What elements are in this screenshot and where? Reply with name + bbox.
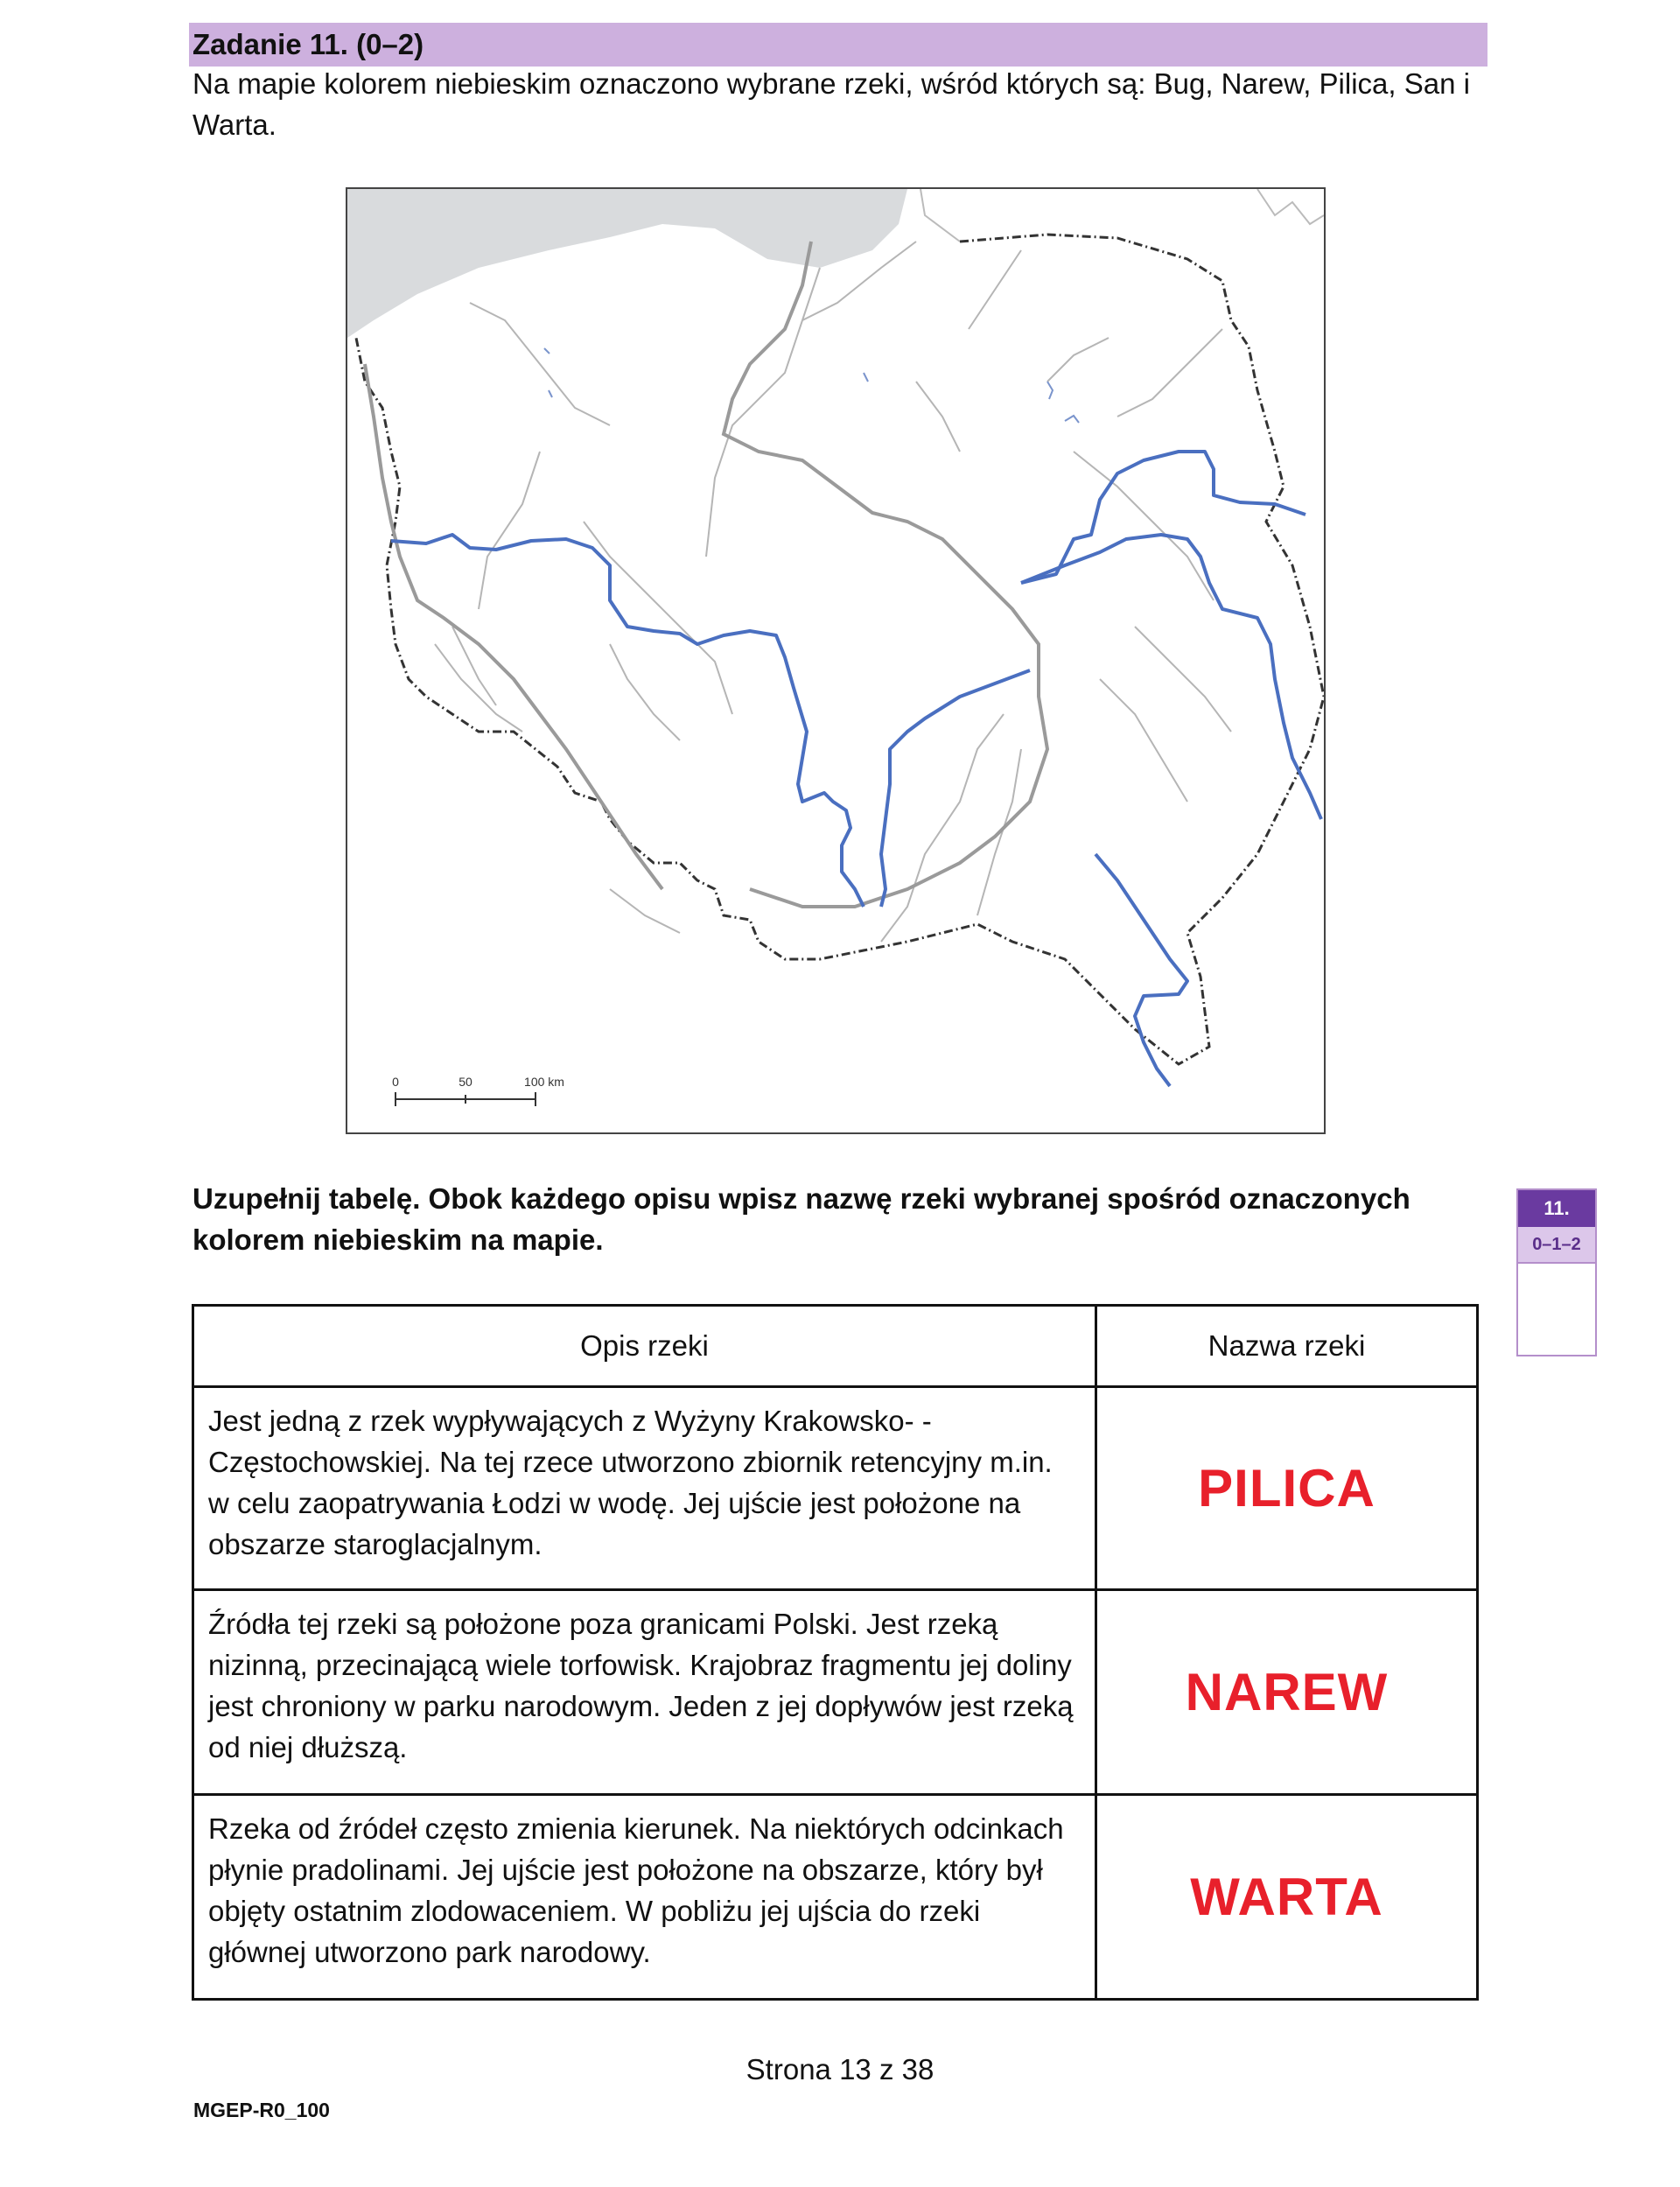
river-grey [584, 522, 732, 714]
baltic-sea [347, 189, 907, 338]
exam-code: MGEP-R0_100 [193, 2099, 330, 2121]
river-bug [1021, 535, 1321, 819]
river-oder [365, 364, 662, 889]
scale-label-50: 50 [458, 1075, 472, 1089]
river-grey [1047, 338, 1109, 382]
river-answer[interactable]: NAREW [1096, 1590, 1478, 1795]
river-grey [435, 644, 522, 732]
score-range: 0–1–2 [1518, 1227, 1595, 1264]
river-grey [881, 714, 1004, 942]
lake [549, 390, 552, 397]
river-san [1096, 854, 1187, 1086]
score-entry-field[interactable] [1518, 1264, 1595, 1355]
river-grey [1117, 329, 1222, 417]
river-description: Źródła tej rzeki są położone poza granicami Polski. Jest rzeką nizinną, przecinającą wiele torfowisk. Krajobraz fragmentu jej doliny jest chroniony w parku narodowym. Jeden z jej dopływów jest rzeką od niej dłuższą. [193, 1590, 1096, 1795]
column-header-name: Nazwa rzeki [1096, 1306, 1478, 1387]
river-grey [610, 644, 680, 740]
neighbour-border [1257, 189, 1324, 224]
task-intro: Na mapie kolorem niebieskim oznaczono wybrane rzeki, wśród których są: Bug, Narew, Pilica, San i Warta. [192, 67, 1470, 141]
score-box [1516, 1188, 1597, 1356]
neighbour-border [920, 189, 960, 242]
task-instruction: Uzupełnij tabelę. Obok każdego opisu wpisz nazwę rzeki wybranej spośród oznaczonych kolorem niebieskim na mapie. [192, 1182, 1410, 1256]
table-row [193, 1590, 1478, 1795]
answer-table [192, 1304, 1479, 2001]
river-grey [470, 303, 610, 425]
lake [864, 373, 868, 382]
river-grey [610, 889, 680, 933]
river-grey [479, 452, 540, 609]
river-description: Rzeka od źródeł często zmienia kierunek. Na niektórych odcinkach płynie pradolinami. Jej ujście jest położone na obszarze, który był objęty ostatnim zlodowaceniem. W pobliżu jej ujścia do rzeki głównej utworzono park narodowy. [193, 1795, 1096, 2000]
poland-border [356, 235, 1324, 1064]
river-answer[interactable]: WARTA [1096, 1795, 1478, 2000]
lake [1065, 416, 1079, 423]
scale-label-100: 100 km [524, 1075, 564, 1089]
river-grey [452, 627, 496, 705]
poland-river-map [346, 187, 1326, 1134]
river-description: Jest jedną z rzek wypływających z Wyżyny Krakowsko- -Częstochowskiej. Na tej rzece utworzono zbiornik retencyjny m.in. w celu zaopatrywania Łodzi w wodę. Jej ujście jest położone na obszarze staroglacjalnym. [193, 1387, 1096, 1590]
river-pilica [881, 670, 1030, 907]
river-narew [1021, 452, 1306, 583]
river-grey [1100, 679, 1187, 802]
river-grey [1135, 627, 1231, 732]
river-grey [969, 250, 1021, 329]
lake [544, 348, 550, 354]
table-header-row [193, 1306, 1478, 1387]
task-header: Zadanie 11. (0–2) [189, 23, 1488, 67]
page-number: Strona 13 z 38 [746, 2053, 934, 2085]
scale-bar [396, 1092, 536, 1106]
river-answer[interactable]: PILICA [1096, 1387, 1478, 1590]
table-row [193, 1795, 1478, 2000]
river-grey [706, 268, 820, 557]
column-header-description: Opis rzeki [193, 1306, 1096, 1387]
table-row [193, 1387, 1478, 1590]
river-grey [916, 382, 960, 452]
score-task-number: 11. [1518, 1190, 1595, 1227]
lake [1047, 382, 1053, 399]
scale-label-0: 0 [392, 1075, 399, 1089]
